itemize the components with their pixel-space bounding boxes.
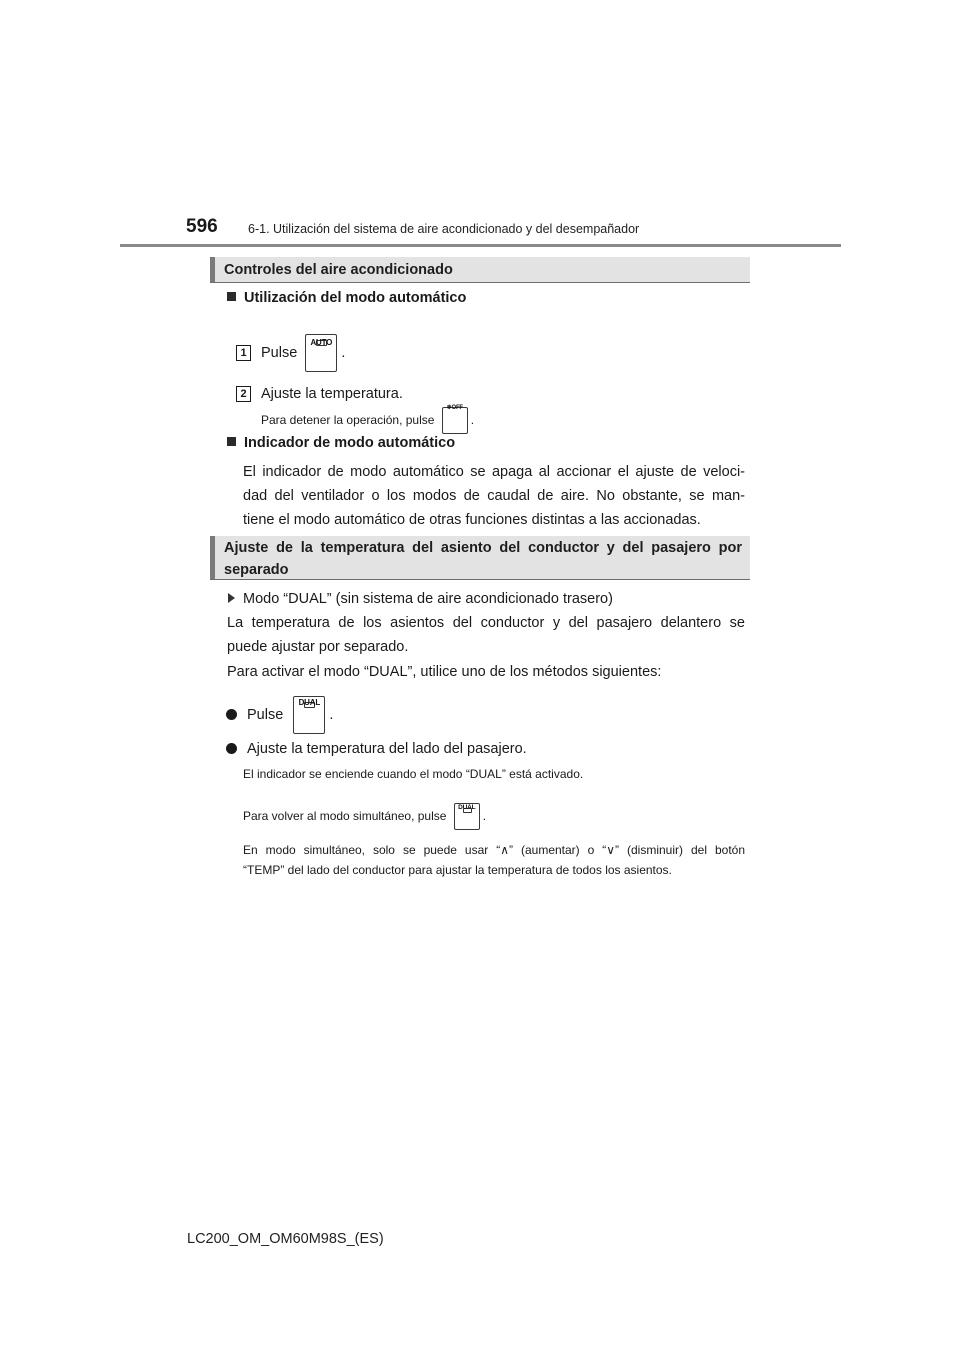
section-box-title: Controles del aire acondicionado: [210, 257, 750, 283]
step-1-suffix: .: [341, 345, 346, 361]
subheading-text: Utilización del modo automático: [244, 290, 467, 306]
indicator-line-2: dad del ventilador o los modos de caudal de aire. No obstante, se man-: [243, 488, 745, 504]
dual-mode-label: [228, 587, 613, 611]
section-header: 6-1. Utilización del sistema de aire acondicionado y del desempañador: [248, 222, 640, 236]
step-1-prefix: Pulse: [261, 345, 298, 361]
subheading-auto-mode: [227, 290, 466, 306]
note-3-line-1: En modo simultáneo, solo se puede usar “∧” (aumentar) o “∨” (disminuir) del botón: [243, 843, 745, 857]
dual-description-line-2: puede ajustar por separado.: [227, 639, 409, 655]
square-bullet-icon: [227, 292, 236, 301]
document-code: LC200_OM_OM60M98S_(ES): [187, 1231, 384, 1247]
subheading-text: Indicador de modo automático: [244, 435, 456, 451]
dual-button-label: DUAL: [298, 698, 321, 708]
note-temp-control: [243, 840, 745, 880]
dual-description: [227, 611, 745, 659]
note-2-prefix: Para volver al modo simultáneo, pulse: [243, 809, 447, 823]
fan-off-button-label: ❄OFF: [446, 405, 463, 412]
fan-off-button-icon: [442, 407, 468, 434]
bullet-press-dual: [226, 693, 333, 737]
round-bullet-icon: [226, 709, 237, 720]
step-2: Ajuste la temperatura.: [261, 386, 403, 402]
triangle-bullet-icon: [228, 593, 235, 603]
dual-description-line-1: La temperatura de los asientos del conductor y del pasajero delantero se: [227, 615, 745, 631]
step-number-2: 2: [236, 386, 251, 402]
bullet-1-suffix: .: [329, 707, 334, 723]
page-number: 596: [186, 216, 218, 237]
indicator-line-3: tiene el modo automático de otras funciones distintas a las accionadas.: [243, 512, 701, 528]
subheading-indicator: [227, 435, 455, 451]
bullet-adjust-passenger: [226, 737, 527, 761]
indicator-line-1: El indicador de modo automático se apaga al accionar el ajuste de veloci-: [243, 464, 745, 480]
bullet-1-prefix: Pulse: [247, 707, 284, 723]
stop-operation-note: [261, 403, 474, 437]
note-3-line-2: “TEMP” del lado del conductor para ajustar la temperatura de todos los asientos.: [243, 863, 672, 877]
round-bullet-icon: [226, 743, 237, 754]
dual-button-icon: [293, 696, 325, 734]
stop-note-suffix: .: [470, 413, 475, 427]
box-title-line-1: Ajuste de la temperatura del asiento del conductor y del pasajero por: [224, 540, 742, 556]
bullet-2-text: Ajuste la temperatura del lado del pasajero.: [247, 741, 527, 757]
auto-button-icon: [305, 334, 337, 372]
indicator-description: [243, 460, 745, 532]
step-number-1: 1: [236, 345, 251, 361]
stop-note-prefix: Para detener la operación, pulse: [261, 413, 435, 427]
step-1: [261, 333, 345, 373]
note-indicator: El indicador se enciende cuando el modo “DUAL” está activado.: [243, 767, 584, 781]
activation-intro: Para activar el modo “DUAL”, utilice uno de los métodos siguientes:: [227, 664, 662, 680]
dual-mode-text: Modo “DUAL” (sin sistema de aire acondicionado trasero): [243, 591, 613, 607]
square-bullet-icon: [227, 437, 236, 446]
section-box-title: [210, 536, 750, 580]
note-2-suffix: .: [482, 809, 487, 823]
dual-button-label: DUAL: [458, 804, 476, 812]
auto-button-label: AUTO: [310, 338, 333, 348]
note-simultaneous: [243, 800, 486, 832]
header-divider: [120, 244, 841, 247]
dual-button-icon: [454, 803, 480, 830]
box-title-line-2: separado: [224, 562, 289, 578]
